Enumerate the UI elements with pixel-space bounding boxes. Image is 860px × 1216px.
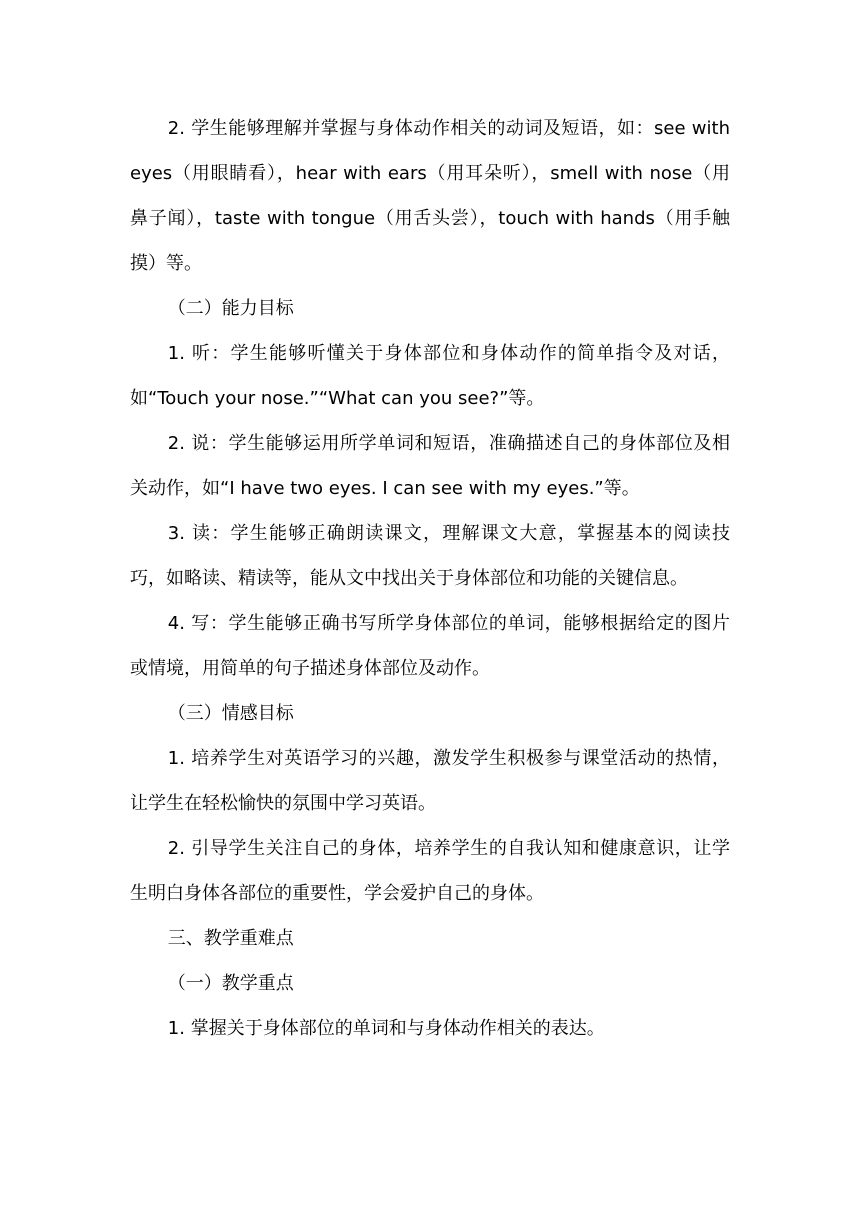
paragraph-interest: 1. 培养学生对英语学习的兴趣，激发学生积极参与课堂活动的热情，让学生在轻松愉快的氛围中学习英语。	[130, 748, 730, 814]
paragraph-reading: 3. 读：学生能够正确朗读课文，理解课文大意，掌握基本的阅读技巧，如略读、精读等，能从文中找出关于身体部位和功能的关键信息。	[130, 523, 730, 589]
heading-teaching-focus: （一）教学重点	[167, 973, 294, 994]
heading-emotional-goals: （三）情感目标	[167, 703, 294, 724]
document-body	[130, 106, 730, 1051]
paragraph-writing: 4. 写：学生能够正确书写所学身体部位的单词，能够根据给定的图片或情境，用简单的句子描述身体部位及动作。	[130, 613, 730, 679]
paragraph-action-verbs: 2. 学生能够理解并掌握与身体动作相关的动词及短语，如：see with eyes（用眼睛看），hear with ears（用耳朵听），smell with nose（用鼻子闻），taste with tongue（用舌头尝），touch with hands（用手触摸）等。	[130, 118, 730, 274]
paragraph-focus-item-1: 1. 掌握关于身体部位的单词和与身体动作相关的表达。	[167, 1018, 605, 1039]
paragraph-speaking: 2. 说：学生能够运用所学单词和短语，准确描述自己的身体部位及相关动作，如“I have two eyes. I can see with my eyes.”等。	[130, 433, 730, 499]
heading-ability-goals: （二）能力目标	[167, 298, 294, 319]
paragraph-listening: 1. 听：学生能够听懂关于身体部位和身体动作的简单指令及对话，如“Touch your nose.”“What can you see?”等。	[130, 343, 730, 409]
heading-key-difficulties: 三、教学重难点	[167, 928, 294, 949]
paragraph-self-awareness: 2. 引导学生关注自己的身体，培养学生的自我认知和健康意识，让学生明白身体各部位的重要性，学会爱护自己的身体。	[130, 838, 730, 904]
